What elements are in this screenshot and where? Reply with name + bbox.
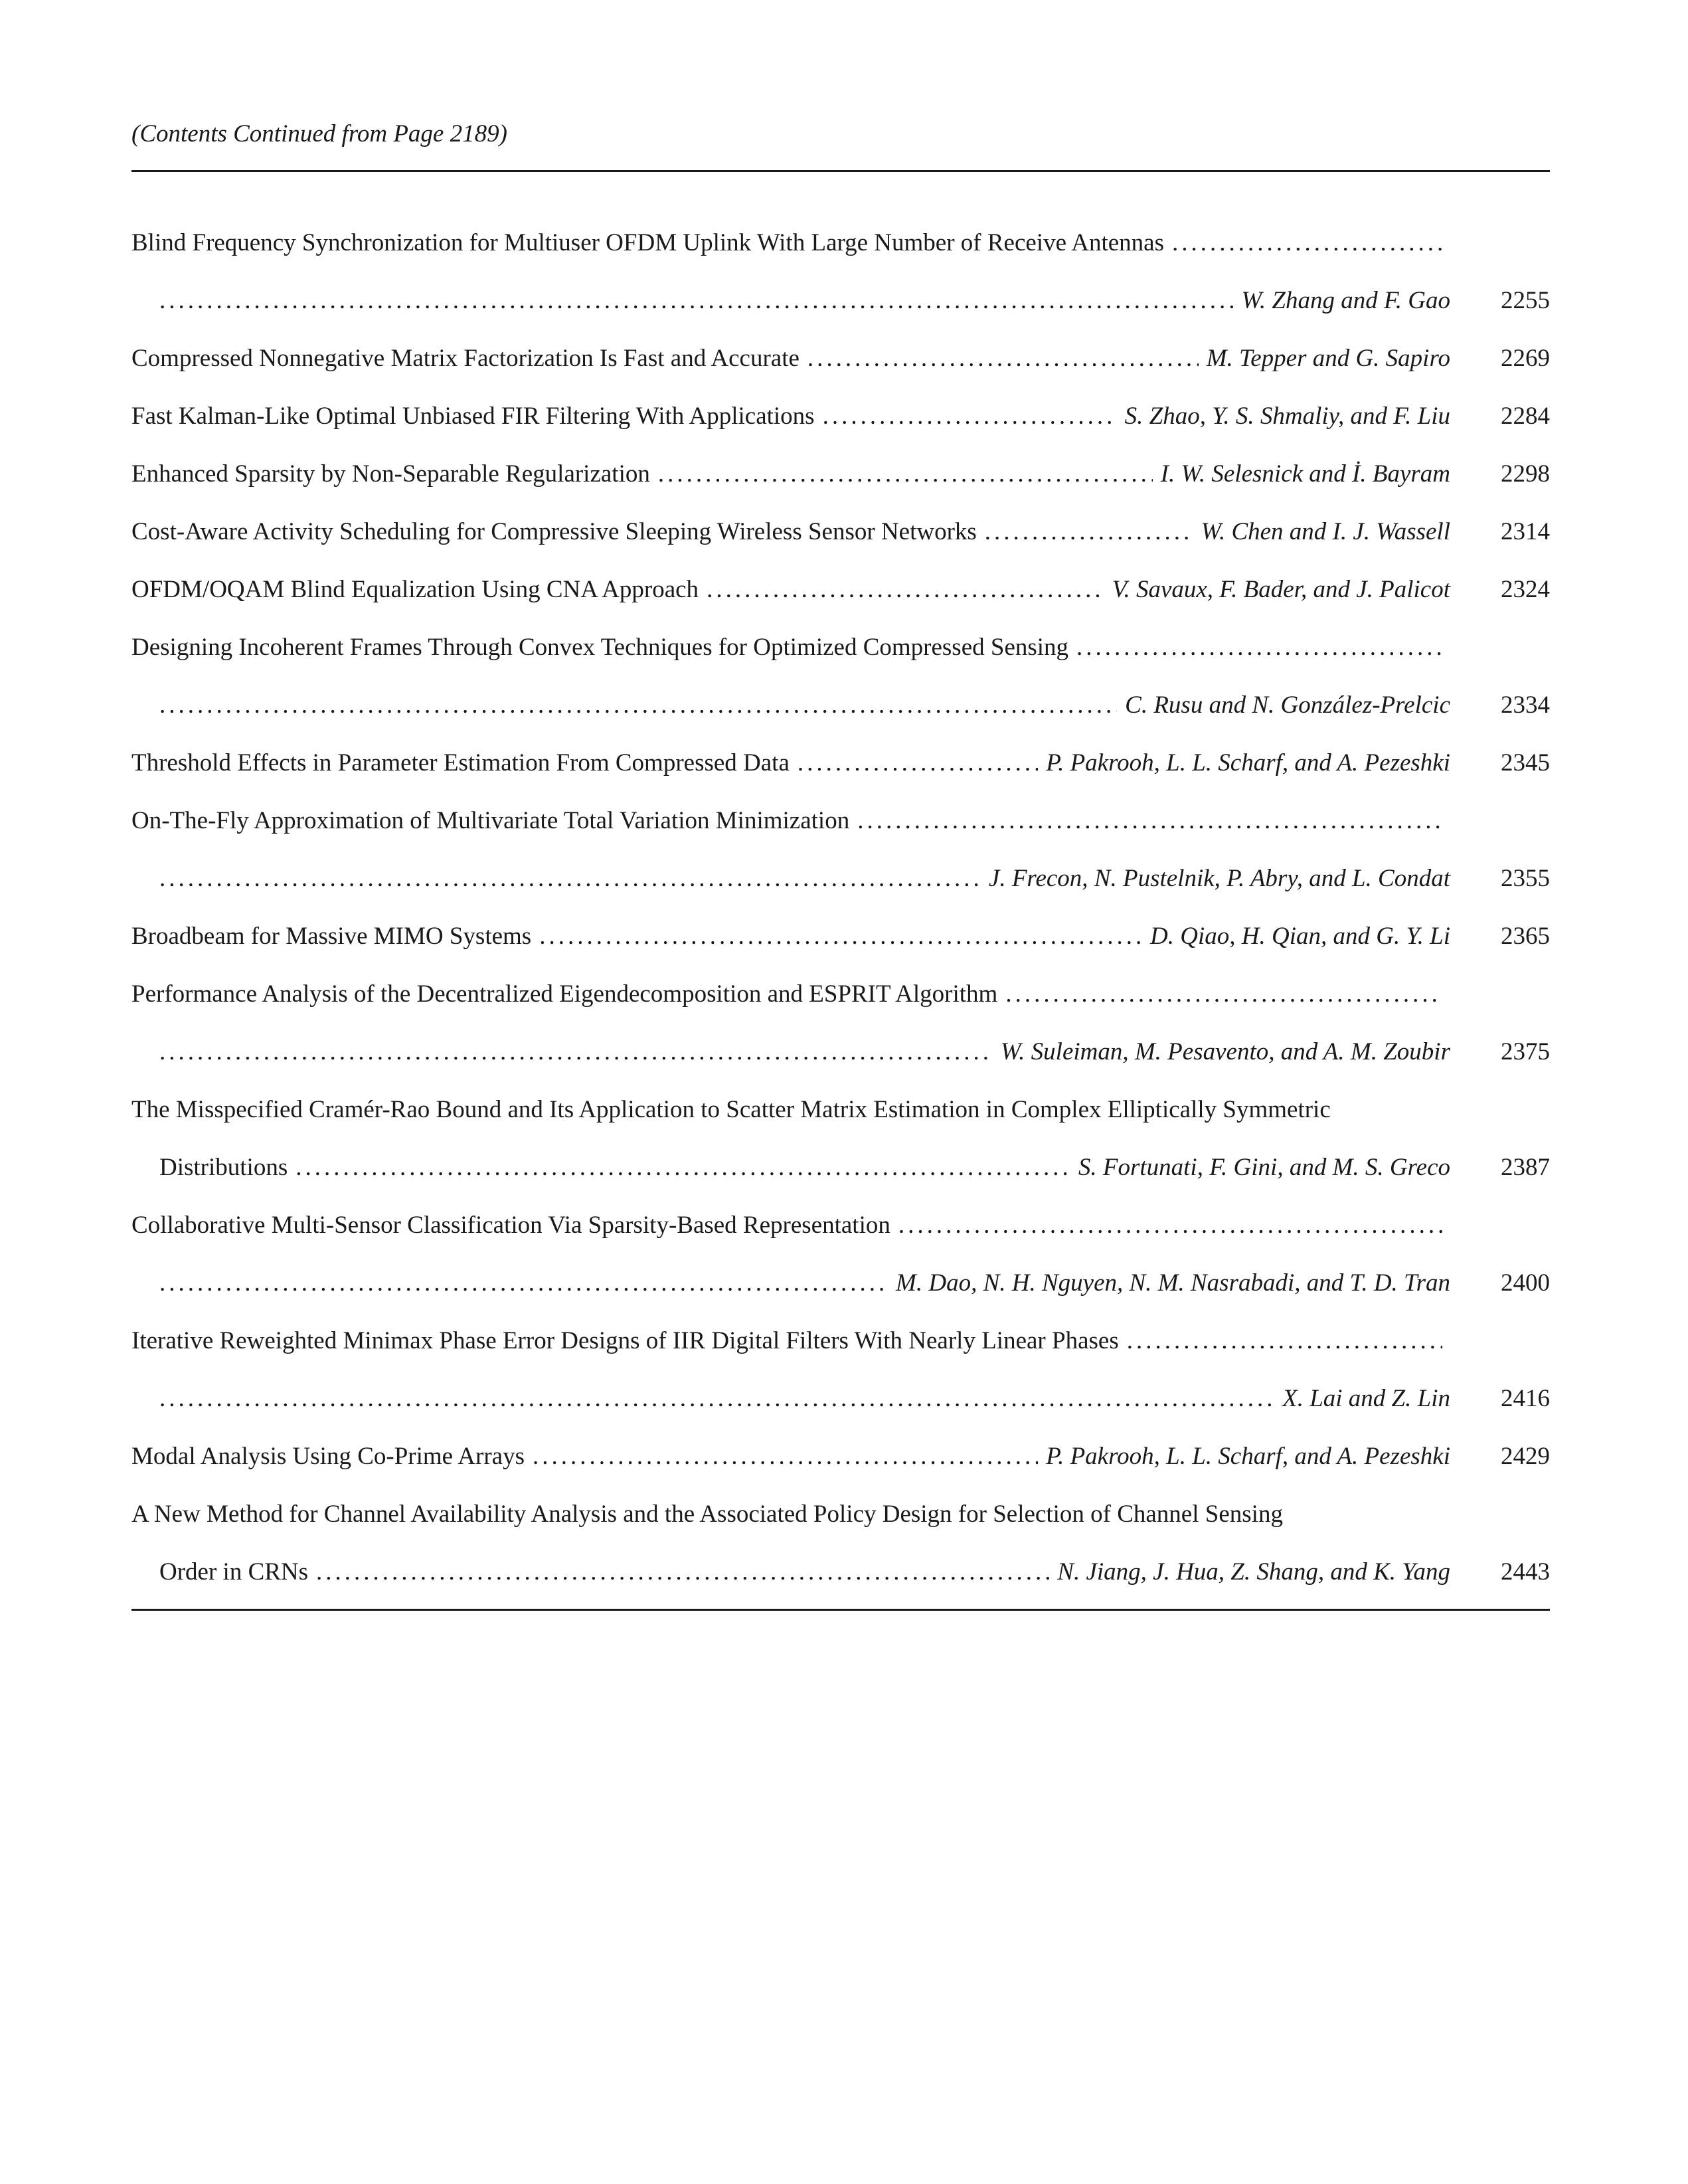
article-authors: P. Pakrooh, L. L. Scharf, and A. Pezeshki [1046,749,1450,776]
toc-line [131,618,1450,676]
toc-row [131,387,1550,445]
page-number: 2334 [1501,691,1550,719]
dot-leader [159,850,981,907]
toc-line [159,1254,1450,1312]
toc-row [131,907,1550,965]
toc-row [131,1543,1550,1601]
dot-leader [857,792,1442,850]
dot-leader [898,1196,1442,1254]
toc-line [131,1196,1450,1254]
dot-leader [798,734,1038,792]
toc-row [131,676,1550,734]
toc-row [131,329,1550,387]
article-title: Broadbeam for Massive MIMO Systems [131,923,532,950]
toc-row [131,1312,1550,1370]
toc-row [131,1081,1550,1138]
dot-leader [807,329,1199,387]
page-number: 2443 [1501,1558,1550,1586]
article-title: Compressed Nonnegative Matrix Factorization Is Fast and Accurate [131,345,800,372]
toc-line [131,792,1450,850]
toc-row [131,1427,1550,1485]
toc-row [131,272,1550,329]
toc-row [131,1023,1550,1081]
dot-leader [1076,618,1442,676]
toc-line [131,1427,1450,1485]
bottom-rule [131,1609,1550,1611]
toc-line [131,503,1450,561]
dot-leader [1172,214,1442,272]
article-title: Order in CRNs [159,1558,309,1586]
toc-line [131,445,1450,503]
article-title: Threshold Effects in Parameter Estimation From Compressed Data [131,749,790,776]
article-title: On-The-Fly Approximation of Multivariate Total Variation Minimization [131,807,850,834]
page-number: 2298 [1501,460,1550,488]
article-authors: M. Dao, N. H. Nguyen, N. M. Nasrabadi, and T. D. Tran [896,1269,1450,1297]
toc-line [159,850,1450,907]
article-authors: S. Zhao, Y. S. Shmaliy, and F. Liu [1124,403,1450,430]
dot-leader [1005,965,1442,1023]
dot-leader [539,907,1142,965]
page-number: 2365 [1501,923,1550,950]
page-number: 2400 [1501,1269,1550,1297]
toc-line [159,676,1450,734]
article-title: Iterative Reweighted Minimax Phase Error Designs of IIR Digital Filters With Nearly Linear Phases [131,1327,1119,1354]
article-title: A New Method for Channel Availability Analysis and the Associated Policy Design for Selection of Channel Sensing [131,1501,1283,1528]
page-number: 2429 [1501,1443,1550,1470]
page-number: 2387 [1501,1154,1550,1181]
toc-line [131,734,1450,792]
page-number: 2355 [1501,865,1550,892]
toc-line [131,329,1450,387]
toc-line [159,1138,1450,1196]
page-number: 2324 [1501,576,1550,603]
table-of-contents [131,214,1550,1601]
page-number: 2314 [1501,518,1550,545]
toc-line [131,214,1450,272]
toc-line [131,387,1450,445]
toc-row [131,618,1550,676]
toc-line [131,1081,1450,1138]
toc-line [159,1023,1450,1081]
article-title: Performance Analysis of the Decentralized Eigendecomposition and ESPRIT Algorithm [131,980,998,1008]
page-number: 2269 [1501,345,1550,372]
toc-row [131,734,1550,792]
toc-row [131,1138,1550,1196]
article-authors: P. Pakrooh, L. L. Scharf, and A. Pezeshki [1046,1443,1450,1470]
article-title: The Misspecified Cramér-Rao Bound and Its Application to Scatter Matrix Estimation in Complex Elliptically Symmetric [131,1096,1331,1123]
dot-leader [159,1370,1274,1427]
article-authors: W. Chen and I. J. Wassell [1201,518,1450,545]
article-title: Fast Kalman-Like Optimal Unbiased FIR Filtering With Applications [131,403,815,430]
top-rule [131,170,1550,172]
toc-row [131,214,1550,272]
article-authors: X. Lai and Z. Lin [1282,1385,1450,1412]
article-title: Modal Analysis Using Co-Prime Arrays [131,1443,525,1470]
dot-leader [159,1254,888,1312]
toc-row [131,1485,1550,1543]
toc-line [131,1485,1450,1543]
article-title: Cost-Aware Activity Scheduling for Compressive Sleeping Wireless Sensor Networks [131,518,977,545]
toc-row [131,965,1550,1023]
contents-continued-header: (Contents Continued from Page 2189) [131,120,507,147]
dot-leader [707,561,1104,618]
toc-line [159,1370,1450,1427]
article-title: Designing Incoherent Frames Through Convex Techniques for Optimized Compressed Sensing [131,634,1069,661]
toc-line [131,561,1450,618]
dot-leader [1127,1312,1442,1370]
toc-line [131,907,1450,965]
article-title: OFDM/OQAM Blind Equalization Using CNA Approach [131,576,699,603]
dot-leader [985,503,1193,561]
article-authors: I. W. Selesnick and İ. Bayram [1160,460,1450,488]
page-number: 2416 [1501,1385,1550,1412]
article-authors: W. Suleiman, M. Pesavento, and A. M. Zoubir [1000,1038,1450,1065]
dot-leader [533,1427,1038,1485]
article-authors: S. Fortunati, F. Gini, and M. S. Greco [1078,1154,1450,1181]
article-title: Collaborative Multi-Sensor Classification Via Sparsity-Based Representation [131,1212,890,1239]
page-number: 2345 [1501,749,1550,776]
toc-row [131,792,1550,850]
dot-leader [658,445,1153,503]
toc-row [131,1370,1550,1427]
article-authors: D. Qiao, H. Qian, and G. Y. Li [1150,923,1450,950]
toc-row [131,561,1550,618]
dot-leader [295,1138,1070,1196]
dot-leader [316,1543,1049,1601]
toc-row [131,850,1550,907]
dot-leader [823,387,1117,445]
article-title: Enhanced Sparsity by Non-Separable Regularization [131,460,650,488]
dot-leader [159,1023,993,1081]
page-number: 2284 [1501,403,1550,430]
dot-leader [159,272,1233,329]
page-number: 2375 [1501,1038,1550,1065]
toc-line [131,1312,1450,1370]
toc-row [131,445,1550,503]
article-title: Blind Frequency Synchronization for Multiuser OFDM Uplink With Large Number of Receive Antennas [131,229,1164,256]
article-authors: M. Tepper and G. Sapiro [1206,345,1450,372]
toc-line [159,272,1450,329]
article-title: Distributions [159,1154,288,1181]
dot-leader [159,676,1117,734]
toc-line [131,965,1450,1023]
article-authors: N. Jiang, J. Hua, Z. Shang, and K. Yang [1057,1558,1450,1586]
toc-row [131,503,1550,561]
article-authors: V. Savaux, F. Bader, and J. Palicot [1112,576,1450,603]
toc-row [131,1196,1550,1254]
article-authors: W. Zhang and F. Gao [1241,287,1450,314]
toc-line [159,1543,1450,1601]
article-authors: J. Frecon, N. Pustelnik, P. Abry, and L. Condat [988,865,1450,892]
toc-row [131,1254,1550,1312]
article-authors: C. Rusu and N. González-Prelcic [1125,691,1450,719]
page-number: 2255 [1501,287,1550,314]
